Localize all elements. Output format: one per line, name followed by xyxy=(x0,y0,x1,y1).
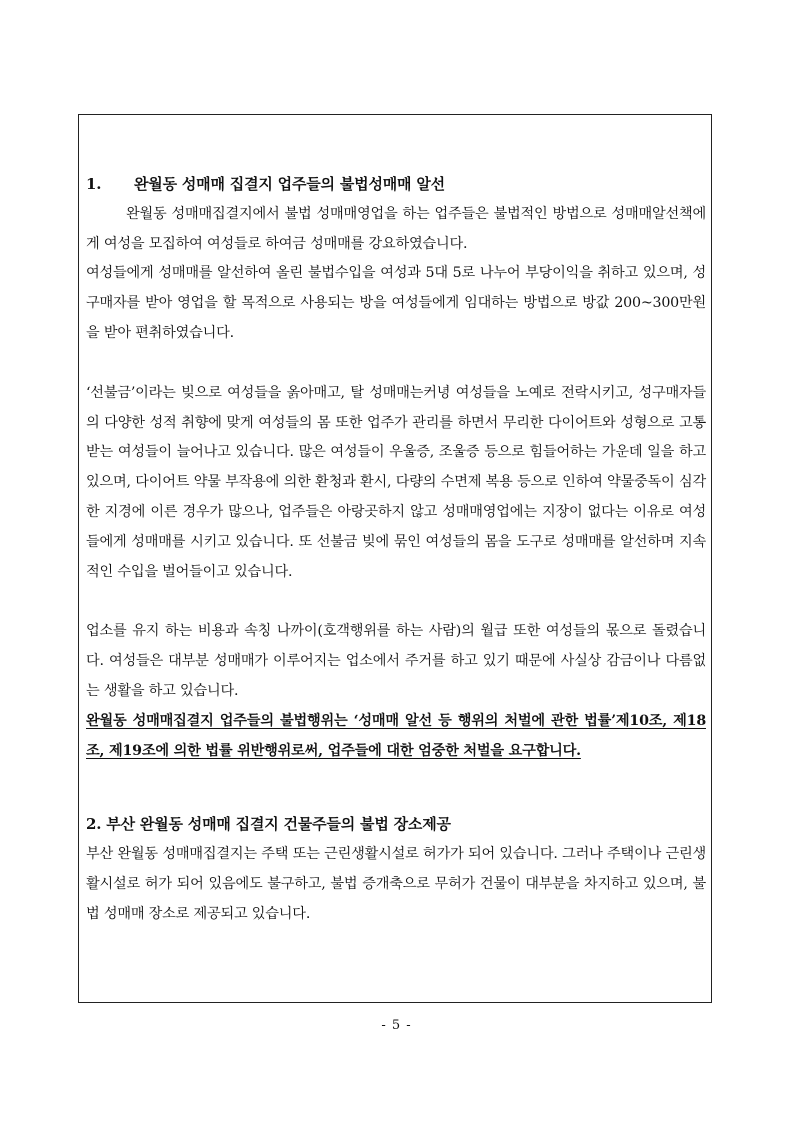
page-number: - 5 - xyxy=(381,1018,412,1033)
section2-heading: 2. 부산 완월동 성매매 집결지 건물주들의 불법 장소제공 xyxy=(86,815,451,834)
section-spacer xyxy=(86,766,706,810)
document-body xyxy=(86,170,706,930)
paragraph-spacer xyxy=(86,349,706,379)
paragraph-spacer xyxy=(86,587,706,617)
section1-paragraph-2: 여성들에게 성매매를 알선하여 올린 불법수입을 여성과 5대 5로 나누어 부당이익을 취하고 있으며, 성구매자를 받아 영업을 할 목적으로 사용되는 방을 여성들에게 임대하는 방법으로 방값 200~300만원을 받아 편취하였습니다. xyxy=(86,265,706,341)
section1-paragraph-1: 완월동 성매매집결지에서 불법 성매매영업을 하는 업주들은 불법적인 방법으로 성매매알선책에게 여성을 모집하여 여성들로 하여금 성매매를 강요하였습니다. xyxy=(86,205,706,252)
section1-paragraph-3: ‘선불금’이라는 빚으로 여성들을 옭아매고, 탈 성매매는커녕 여성들을 노예로 전락시키고, 성구매자들의 다양한 성적 취향에 맞게 여성들의 몸 또한 업주가 관리를 하면서 무리한 다이어트와 성형으로 고통 받는 여성들이 늘어나고 있습니다. 많은 여성들이 우울증, 조울증 등으로 힘들어하는 가운데 일을 하고 있으며, 다이어트 약물 부작용에 의한 환청과 환시, 다량의 수면제 복용 등으로 인하여 약물중독이 심각한 지경에 이른 경우가 많으나, 업주들은 아랑곳하지 않고 성매매영업에는 지장이 없다는 이유로 여성들에게 성매매를 시키고 있습니다. 또 선불금 빚에 묶인 여성들의 몸을 도구로 성매매를 알선하며 지속적인 수입을 벌어들이고 있습니다. xyxy=(86,384,706,580)
section1-number: 1. xyxy=(86,175,102,193)
section1-title: 완월동 성매매 집결지 업주들의 불법성매매 알선 xyxy=(134,175,445,193)
section1-paragraph-4: 업소를 유지 하는 비용과 속칭 나까이(호객행위를 하는 사람)의 월급 또한 여성들의 몫으로 돌렸습니다. 여성들은 대부분 성매매가 이루어지는 업소에서 주거를 하고 있기 때문에 사실상 감금이나 다름없는 생활을 하고 있습니다. xyxy=(86,623,706,699)
section2-paragraph-1: 부산 완월동 성매매집결지는 주택 또는 근린생활시설로 허가가 되어 있습니다. 그러나 주택이나 근린생활시설로 허가 되어 있음에도 불구하고, 불법 증개축으로 무허가 건물이 대부분을 차지하고 있으며, 불법 성매매 장소로 제공되고 있습니다. xyxy=(86,846,706,922)
section1-emphasis-statement: 완월동 성매매집결지 업주들의 불법행위는 ‘성매매 알선 등 행위의 처벌에 관한 법률’제10조, 제18조, 제19조에 의한 법률 위반행위로써, 업주들에 대한 엄중한 처벌을 요구합니다. xyxy=(86,712,706,759)
section1-heading xyxy=(86,170,706,200)
